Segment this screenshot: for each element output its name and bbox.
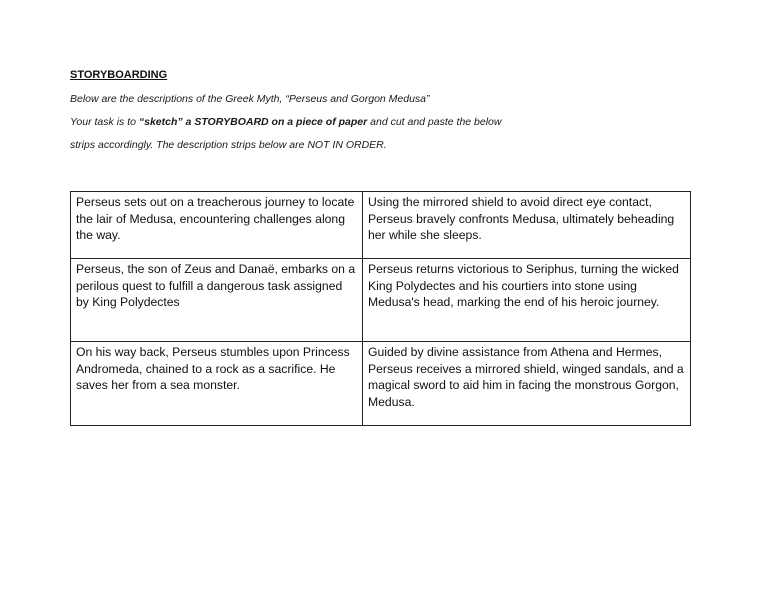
instruction-line-1: Below are the descriptions of the Greek Myth, “Perseus and Gorgon Medusa” xyxy=(70,93,430,105)
strip-row xyxy=(71,342,691,426)
strip-cell: Using the mirrored shield to avoid direct eye contact, Perseus bravely confronts Medusa, ultimately beheading her while she sleeps. xyxy=(363,192,691,259)
strip-cell: Guided by divine assistance from Athena and Hermes, Perseus receives a mirrored shield, winged sandals, and a magical sword to aid him in facing the monstrous Gorgon, Medusa. xyxy=(363,342,691,426)
storyboard-strips-table xyxy=(70,191,691,426)
instruction-line-2-prefix: Your task is to xyxy=(70,116,139,128)
strip-cell: On his way back, Perseus stumbles upon Princess Andromeda, chained to a rock as a sacrifice. He saves her from a sea monster. xyxy=(71,342,363,426)
strip-row xyxy=(71,192,691,259)
document-title: STORYBOARDING xyxy=(70,69,168,81)
strip-cell: Perseus returns victorious to Seriphus, turning the wicked King Polydectes and his courtiers into stone using Medusa's head, marking the end of his heroic journey. xyxy=(363,259,691,342)
instruction-line-3: strips accordingly. The description strips below are NOT IN ORDER. xyxy=(70,139,387,151)
instruction-line-2-emphasis: “sketch” a STORYBOARD on a piece of paper xyxy=(138,116,368,128)
strip-row xyxy=(71,259,691,342)
instruction-line-2 xyxy=(70,116,501,128)
instruction-line-2-suffix: and cut and paste the below xyxy=(367,116,502,128)
strip-cell: Perseus, the son of Zeus and Danaë, embarks on a perilous quest to fulfill a dangerous task assigned by King Polydectes xyxy=(71,259,363,342)
strip-cell: Perseus sets out on a treacherous journey to locate the lair of Medusa, encountering challenges along the way. xyxy=(71,192,363,259)
